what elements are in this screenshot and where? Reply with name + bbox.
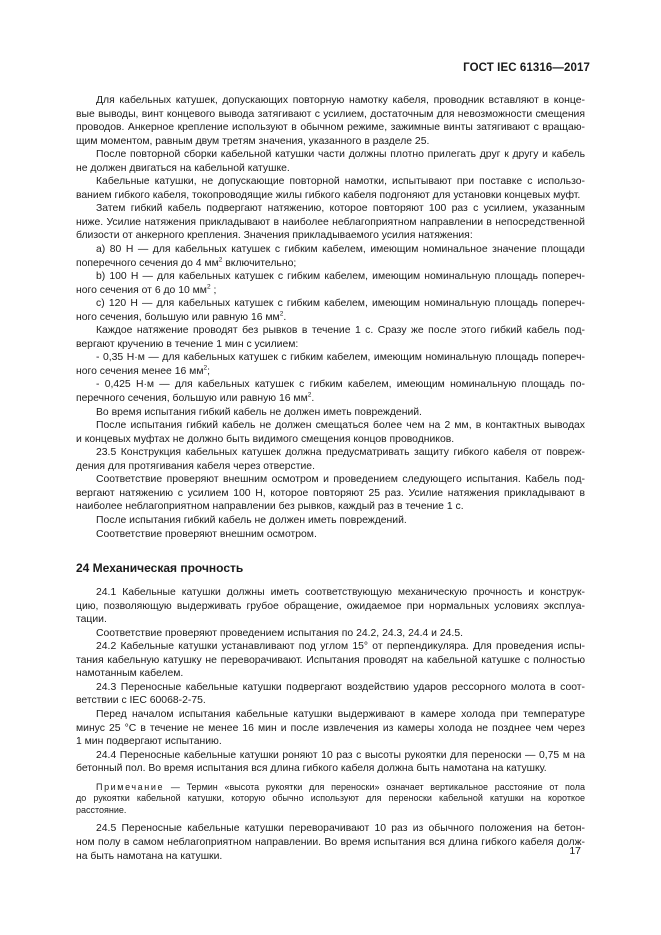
text-line: намотанным кабелем. (76, 668, 184, 680)
text-line: ванием гибкого кабеля, токопроводящие жилы гибкого кабеля подгоняют для установки концевых муфт. (76, 189, 581, 201)
text-line: 24.1 Кабельные катушки должны иметь соответствующую механическую прочность и конструк- (96, 587, 585, 599)
paragraph (76, 627, 585, 641)
text-line: цию, позволяющую выдерживать грубое обращение, ожидаемое при нормальных условиях эксплуа- (76, 600, 585, 612)
text-line: ного сечения менее 16 $мм^2$; (76, 364, 210, 377)
document-header: ГОСТ IEC 61316—2017 (463, 62, 590, 74)
text-line: бетонный пол. Во время испытания вся длина гибкого кабеля должна быть намотана на катушку. (76, 763, 547, 775)
text-line: близости от анкерного крепления. Значения прикладываемого усилия натяжения: (76, 230, 473, 242)
text-line: тания кабельную катушку не переворачивают. Испытания проводят на кабельной катушке с полностью (76, 654, 585, 666)
text-line: 24.2 Кабельные катушки устанавливают под углом 15° от перпендикуляра. Для проведения испы- (96, 641, 585, 653)
text-line: вергают натяжению с усилием 100 Н, которое повторяют 25 раз. Усилие натяжения прикладывают в (76, 487, 585, 499)
text-line: минус 25 °С в течение не менее 16 мин и после извлечения из камеры холода не позднее чем через (76, 722, 585, 734)
text-line: После испытания гибкий кабель не должен иметь повреждений. (96, 514, 407, 526)
paragraph (76, 148, 585, 175)
text-line: - 0,425 Н·м — для кабельных катушек с гибким кабелем, имеющим номинальную площадь по- (96, 379, 585, 391)
paragraph (76, 419, 585, 446)
text-line: 24.5 Переносные кабельные катушки переворачивают 10 раз из обычного положения на бетон- (96, 823, 585, 835)
text-line: проводов. Анкерное крепление используют в обычном режиме, зажимные винты затягивают с вращаю- (76, 122, 585, 134)
paragraph (76, 586, 585, 627)
text-line: щим моментом, равным двум третям значения, указанного в разделе 25. (76, 135, 430, 147)
page-number: 17 (569, 845, 581, 857)
text-line: Соответствие проверяют проведением испытания по 24.2, 24.3, 24.4 и 24.5. (96, 627, 463, 639)
text-line: ном полу в самом неблагоприятном направлении. Во время испытания вся длина гибкого кабеля долж- (76, 837, 585, 849)
text-line: перечного сечения, большую или равную 16 $мм^2$. (76, 391, 315, 405)
text-line: Соответствие проверяют внешним осмотром. (96, 528, 317, 540)
text-line: 1 мин подвергают испытанию. (76, 736, 222, 748)
text-line: Кабельные катушки, не допускающие повторной намотки, испытывают при поставке с использо- (96, 176, 585, 188)
text-line: вергают кручению в течение 1 мин с усилием: (76, 338, 299, 350)
note (76, 782, 585, 817)
paragraph (76, 175, 585, 202)
paragraph (76, 822, 585, 863)
list-item (76, 351, 585, 378)
text-line: расстояние. (76, 804, 127, 815)
text-line: 24.3 Переносные кабельные катушки подвергают воздействию ударов рессорного молота в соот- (96, 681, 585, 693)
list-item (76, 378, 585, 405)
text-line: Перед началом испытания кабельные катушки выдерживают в камере холода при температуре (96, 708, 585, 720)
text-line: поперечного сечения до 4 $мм^2$ включительно; (76, 256, 297, 269)
text-line: тации. (76, 614, 107, 626)
text-line: до рукоятки кабельной катушки, которую обычно используют для переноски кабельной катушки на короткое (76, 793, 585, 804)
text-line: Для кабельных катушек, допускающих повторную намотку кабеля, проводник вставляют в конце- (96, 95, 585, 106)
text-line: 24.4 Переносные кабельные катушки роняют 10 раз с высоты рукоятки для переноски — 0,75 м на (96, 749, 585, 761)
text-line: b) 100 Н — для кабельных катушек с гибким кабелем, имеющим номинальную площадь попереч- (96, 271, 585, 283)
text-line: ного сечения от 6 до 10 $мм^2$ ; (76, 283, 217, 296)
section-heading: 24 Механическая прочность (76, 561, 244, 576)
paragraph (76, 640, 585, 681)
text-line: ветствии с IEC 60068-2-75. (76, 695, 206, 707)
paragraph (76, 528, 585, 542)
paragraph (76, 202, 585, 243)
paragraph (76, 473, 585, 514)
text-line: и концевых муфтах не должно быть видимого смещения концов проводников. (76, 433, 455, 445)
paragraph (76, 708, 585, 749)
text-line: После испытания гибкий кабель не должен смещаться более чем на 2 мм, в контактных выводах (96, 420, 585, 432)
paragraph (76, 749, 585, 776)
text-line: ного сечения, большую или равную 16 $мм^2$. (76, 310, 287, 323)
text-line: a) 80 Н — для кабельных катушек с гибким кабелем, имеющим номинальное значение площади (96, 244, 585, 256)
text-line: ниже. Усилие натяжения прикладывают в наиболее неблагоприятном направлении в непосредственной (76, 216, 585, 228)
text-line: Каждое натяжение проводят без рывков в течение 1 с. Сразу же после этого гибкий кабель под- (96, 325, 585, 337)
paragraph (76, 406, 585, 420)
paragraph (76, 94, 585, 148)
text-line: c) 120 Н — для кабельных катушек с гибким кабелем, имеющим номинальную площадь попереч- (96, 298, 585, 310)
text-line: на быть намотана на катушки. (76, 850, 223, 862)
paragraph (76, 514, 585, 528)
text-line: не должен двигаться на кабельной катушке. (76, 162, 290, 174)
text-line: 23.5 Конструкция кабельных катушек должна предусматривать защиту гибкого кабеля от повреж- (96, 447, 585, 459)
text-line: наиболее неблагоприятном направлении без рывков, каждый раз в течение 1 с. (76, 501, 464, 513)
paragraph (76, 681, 585, 708)
paragraph (76, 324, 585, 351)
text-line: Затем гибкий кабель подвергают натяжению, которое повторяют 100 раз с усилием, указанным (96, 203, 585, 215)
text-line: Во время испытания гибкий кабель не должен иметь повреждений. (96, 406, 422, 418)
text-line: дения для протягивания кабеля через отверстие. (76, 460, 315, 472)
text-line: - 0,35 Н·м — для кабельных катушек с гибким кабелем, имеющим номинальную площадь попереч- (96, 352, 585, 364)
list-item (76, 243, 585, 270)
list-item (76, 297, 585, 324)
list-item (76, 270, 585, 297)
note-label: Примечание (96, 781, 165, 792)
document-body (76, 94, 585, 863)
text-line: Соответствие проверяют внешним осмотром и проведением следующего испытания. Кабель под- (96, 474, 585, 486)
paragraph (76, 446, 585, 473)
text-line: вые выводы, винт концевого вывода затягивают с усилием, достаточным для невозможности смещения (76, 108, 585, 120)
text-line: Примечание — Термин «высота рукоятки для переноски» означает вертикальное расстояние от пола (96, 781, 585, 792)
text-line: После повторной сборки кабельной катушки части должны плотно прилегать друг к другу и кабель (96, 149, 585, 161)
